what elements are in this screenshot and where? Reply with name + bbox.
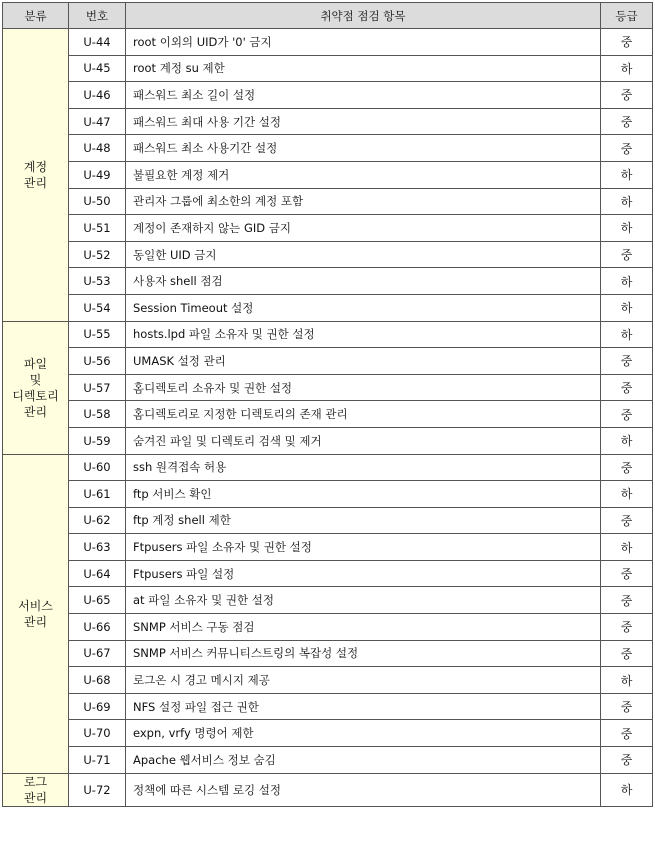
- table-row: [3, 560, 653, 587]
- item-grade: 하: [601, 215, 653, 242]
- table-body: [3, 29, 653, 807]
- item-grade: 중: [601, 374, 653, 401]
- item-grade: 중: [601, 348, 653, 375]
- table-row: [3, 161, 653, 188]
- item-code: U-53: [69, 268, 126, 295]
- item-description: NFS 설정 파일 접근 권한: [126, 693, 601, 720]
- table-row: [3, 427, 653, 454]
- item-grade: 하: [601, 481, 653, 508]
- category-cell: [3, 321, 69, 454]
- item-description: ssh 원격접속 허용: [126, 454, 601, 481]
- item-grade: 중: [601, 108, 653, 135]
- header-item: 취약점 점검 항목: [126, 3, 601, 29]
- item-code: U-64: [69, 560, 126, 587]
- table-row: [3, 29, 653, 56]
- table-row: [3, 188, 653, 215]
- item-code: U-45: [69, 55, 126, 82]
- item-grade: 중: [601, 560, 653, 587]
- category-label: 관리: [23, 614, 48, 629]
- item-description: 관리자 그룹에 최소한의 계정 포함: [126, 188, 601, 215]
- item-grade: 하: [601, 534, 653, 561]
- item-grade: 중: [601, 640, 653, 667]
- item-description: Apache 웹서비스 정보 숨김: [126, 747, 601, 774]
- table-row: [3, 481, 653, 508]
- table-row: [3, 348, 653, 375]
- table-row: [3, 82, 653, 109]
- table-row: [3, 374, 653, 401]
- item-code: U-68: [69, 667, 126, 694]
- table-header-row: [3, 3, 653, 29]
- table-row: [3, 294, 653, 321]
- category-label: 디렉토리: [12, 388, 59, 403]
- item-code: U-62: [69, 507, 126, 534]
- item-description: hosts.lpd 파일 소유자 및 권한 설정: [126, 321, 601, 348]
- item-code: U-50: [69, 188, 126, 215]
- item-code: U-48: [69, 135, 126, 162]
- table-row: [3, 747, 653, 774]
- item-description: 홈디렉토리 소유자 및 권한 설정: [126, 374, 601, 401]
- item-description: 패스워드 최대 사용 기간 설정: [126, 108, 601, 135]
- item-description: UMASK 설정 관리: [126, 348, 601, 375]
- item-description: root 이외의 UID가 '0' 금지: [126, 29, 601, 56]
- item-description: expn, vrfy 명령어 제한: [126, 720, 601, 747]
- item-grade: 중: [601, 747, 653, 774]
- header-category: 분류: [3, 3, 69, 29]
- item-code: U-52: [69, 241, 126, 268]
- item-description: 패스워드 최소 사용기간 설정: [126, 135, 601, 162]
- item-grade: 하: [601, 55, 653, 82]
- vulnerability-check-table: [2, 2, 653, 807]
- table-row: [3, 587, 653, 614]
- header-code: 번호: [69, 3, 126, 29]
- item-description: 로그온 시 경고 메시지 제공: [126, 667, 601, 694]
- item-grade: 중: [601, 82, 653, 109]
- item-description: Ftpusers 파일 소유자 및 권한 설정: [126, 534, 601, 561]
- item-code: U-49: [69, 161, 126, 188]
- item-description: 숨겨진 파일 및 디렉토리 검색 및 제거: [126, 427, 601, 454]
- item-description: 정책에 따른 시스템 로깅 설정: [126, 773, 601, 806]
- item-code: U-58: [69, 401, 126, 428]
- table-row: [3, 55, 653, 82]
- item-description: 동일한 UID 금지: [126, 241, 601, 268]
- item-grade: 중: [601, 507, 653, 534]
- item-description: SNMP 서비스 커뮤니티스트링의 복잡성 설정: [126, 640, 601, 667]
- item-grade: 중: [601, 587, 653, 614]
- item-grade: 중: [601, 693, 653, 720]
- item-description: 패스워드 최소 길이 설정: [126, 82, 601, 109]
- item-code: U-44: [69, 29, 126, 56]
- item-code: U-57: [69, 374, 126, 401]
- item-grade: 중: [601, 614, 653, 641]
- item-code: U-72: [69, 773, 126, 806]
- item-description: root 계정 su 제한: [126, 55, 601, 82]
- category-cell: [3, 454, 69, 773]
- item-grade: 중: [601, 241, 653, 268]
- table-row: [3, 454, 653, 481]
- item-grade: 중: [601, 454, 653, 481]
- item-description: 홈디렉토리로 지정한 디렉토리의 존재 관리: [126, 401, 601, 428]
- item-code: U-65: [69, 587, 126, 614]
- item-code: U-70: [69, 720, 126, 747]
- item-description: ftp 서비스 확인: [126, 481, 601, 508]
- item-code: U-51: [69, 215, 126, 242]
- table-row: [3, 720, 653, 747]
- item-grade: 하: [601, 321, 653, 348]
- category-cell: [3, 773, 69, 806]
- category-label: 서비스: [18, 598, 53, 613]
- item-code: U-66: [69, 614, 126, 641]
- item-code: U-55: [69, 321, 126, 348]
- item-code: U-56: [69, 348, 126, 375]
- table-row: [3, 215, 653, 242]
- table-row: [3, 534, 653, 561]
- category-label: 계정: [23, 159, 48, 174]
- header-grade: 등급: [601, 3, 653, 29]
- item-code: U-63: [69, 534, 126, 561]
- item-description: Session Timeout 설정: [126, 294, 601, 321]
- table-row: [3, 268, 653, 295]
- category-cell: [3, 29, 69, 322]
- item-code: U-61: [69, 481, 126, 508]
- table-row: [3, 507, 653, 534]
- table-row: [3, 693, 653, 720]
- table-row: [3, 108, 653, 135]
- category-label: 관리: [23, 175, 48, 190]
- item-code: U-71: [69, 747, 126, 774]
- table-row: [3, 135, 653, 162]
- item-grade: 하: [601, 773, 653, 806]
- item-grade: 하: [601, 268, 653, 295]
- item-grade: 하: [601, 427, 653, 454]
- item-code: U-46: [69, 82, 126, 109]
- item-grade: 중: [601, 401, 653, 428]
- category-label: 로그: [23, 774, 48, 789]
- item-description: 사용자 shell 점검: [126, 268, 601, 295]
- item-grade: 중: [601, 135, 653, 162]
- item-description: Ftpusers 파일 설정: [126, 560, 601, 587]
- table-row: [3, 667, 653, 694]
- vulnerability-check-table-container: [2, 2, 653, 807]
- item-code: U-67: [69, 640, 126, 667]
- table-row: [3, 614, 653, 641]
- category-label: 및: [29, 372, 42, 387]
- item-grade: 하: [601, 161, 653, 188]
- table-row: [3, 321, 653, 348]
- item-code: U-54: [69, 294, 126, 321]
- item-grade: 중: [601, 720, 653, 747]
- item-grade: 중: [601, 29, 653, 56]
- item-code: U-69: [69, 693, 126, 720]
- category-label: 관리: [23, 790, 48, 805]
- category-label: 파일: [23, 356, 48, 371]
- item-description: ftp 계정 shell 제한: [126, 507, 601, 534]
- category-label: 관리: [23, 404, 48, 419]
- table-row: [3, 241, 653, 268]
- item-grade: 하: [601, 667, 653, 694]
- item-code: U-59: [69, 427, 126, 454]
- item-description: 불필요한 계정 제거: [126, 161, 601, 188]
- item-code: U-60: [69, 454, 126, 481]
- item-grade: 하: [601, 294, 653, 321]
- table-row: [3, 773, 653, 806]
- item-description: 계정이 존재하지 않는 GID 금지: [126, 215, 601, 242]
- item-description: SNMP 서비스 구동 점검: [126, 614, 601, 641]
- table-row: [3, 640, 653, 667]
- item-grade: 하: [601, 188, 653, 215]
- item-description: at 파일 소유자 및 권한 설정: [126, 587, 601, 614]
- table-row: [3, 401, 653, 428]
- item-code: U-47: [69, 108, 126, 135]
